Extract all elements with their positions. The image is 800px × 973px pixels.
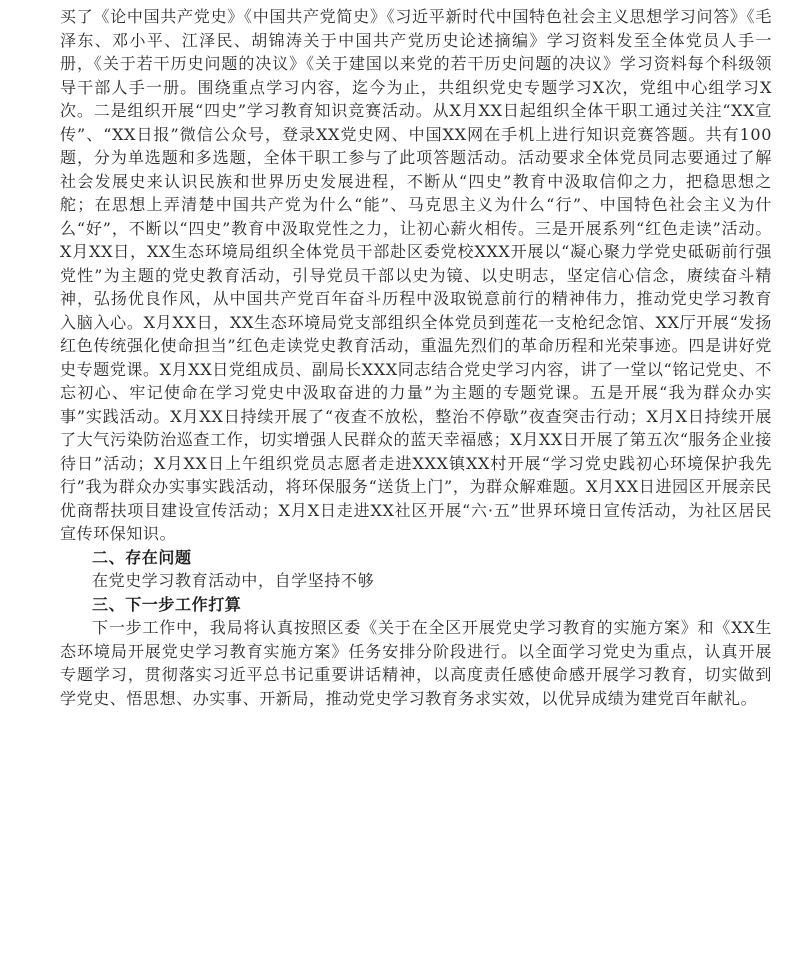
section-heading-next-steps: 三、下一步工作打算 — [92, 594, 242, 614]
section-body-next-steps: 下一步工作中，我局将认真按照区委《关于在全区开展党史学习教育的实施方案》和《XX生态环境局开展党史学习教育实施方案》任务安排分阶段进行。以全面学习党史为重点，认真开展专题学习，贯彻落实习近平总书记重要讲话精神，以高度责任感使命感开展学习教育，切实做到学党史、悟思想、办实事、开新局，推动党史学习教育务求实效，以优异成绩为建党百年献礼。 — [60, 618, 772, 708]
section-body-problems: 在党史学习教育活动中，自学坚持不够 — [92, 571, 375, 590]
document-body — [60, 5, 772, 710]
section-heading-problems: 二、存在问题 — [92, 547, 192, 567]
continued-paragraph: 买了《论中国共产党史》《中国共产党简史》《习近平新时代中国特色社会主义思想学习问答》《毛泽东、邓小平、江泽民、胡锦涛关于中国共产党历史论述摘编》学习资料发至全体党员人手一册，《关于若干历史问题的决议》《关于建国以来党的若干历史问题的决议》学习资料每个科级领导干部人手一册。围绕重点学习内容，迄今为止，共组织党史专题学习X次，党组中心组学习X次。二是组织开展“四史”学习教育知识竞赛活动。从X月XX日起组织全体干职工通过关注“XX宣传”、“XX日报”微信公众号，登录XX党史网、中国XX网在手机上进行知识竞赛答题。共有100题，分为单选题和多选题，全体干职工参与了此项答题活动。活动要求全体党员同志要通过了解社会发展史来认识民族和世界历史发展进程，不断从“四史”教育中汲取信仰之力，把稳思想之舵；在思想上弄清楚中国共产党为什么“能”、马克思主义为什么“行”、中国特色社会主义为什么“好”，不断以“四史”教育中汲取党性之力，让初心薪火相传。三是开展系列“红色走读”活动。X月XX日，XX生态环境局组织全体党员干部赴区委党校XXX开展以“凝心聚力学党史砥砺前行强党性”为主题的党史教育活动，引导党员干部以史为镜、以史明志，坚定信心信念，赓续奋斗精神，弘扬优良作风，从中国共产党百年奋斗历程中汲取锐意前行的精神伟力，推动党史学习教育入脑入心。X月XX日，XX生态环境局党支部组织全体党员到莲花一支枪纪念馆、XX厅开展“发扬红色传统强化使命担当”红色走读党史教育活动，重温先烈们的革命历程和光荣事迹。四是讲好党史专题党课。X月XX日党组成员、副局长XXX同志结合党史学习内容，讲了一堂以“铭记党史、不忘初心、牢记使命在学习党史中汲取奋进的力量”为主题的专题党课。五是开展“我为群众办实事”实践活动。X月XX日持续开展了“夜查不放松，整治不停歇”夜查突击行动；X月X日持续开展了大气污染防治巡查工作，切实增强人民群众的蓝天幸福感；X月XX日开展了第五次“服务企业接待日”活动；X月XX日上午组织党员志愿者走进XXX镇XX村开展“学习党史践初心环境保护我先行”我为群众办实事实践活动，将环保服务“送货上门”，为群众解难题。X月XX日进园区开展亲民优商帮扶项目建设宣传活动；X月X日走进XX社区开展“六·五”世界环境日宣传活动，为社区居民宣传环保知识。 — [60, 7, 772, 543]
